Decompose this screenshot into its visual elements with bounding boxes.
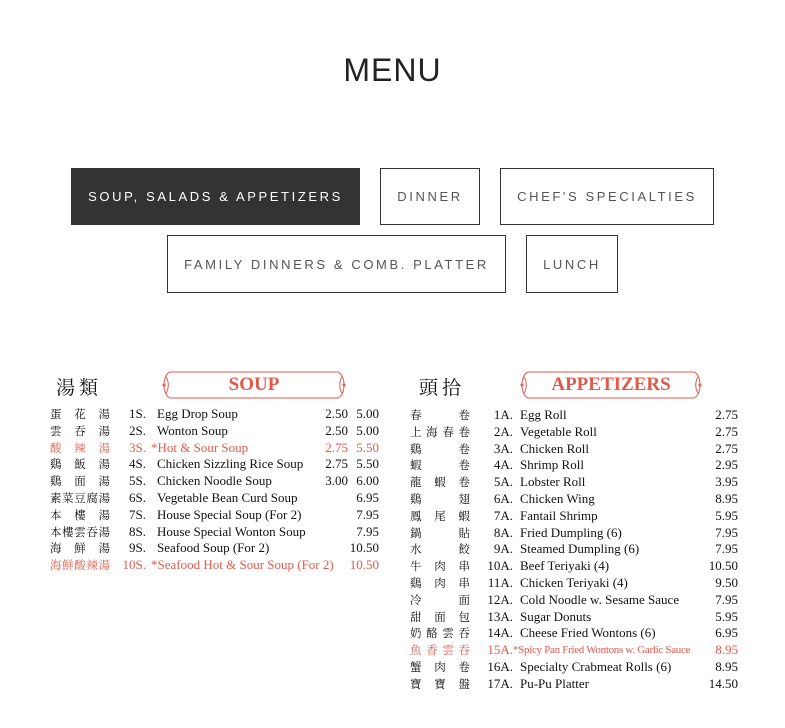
item-number: 16A. bbox=[487, 658, 513, 674]
item-price-large: 7.95 bbox=[356, 506, 379, 522]
menu-item-row bbox=[408, 676, 740, 693]
tab-label: FAMILY DINNERS & COMB. PLATTER bbox=[184, 256, 489, 272]
chinese-character: 蝦 bbox=[458, 508, 470, 523]
chinese-character: 鳳 bbox=[410, 508, 422, 523]
item-price-large: 5.50 bbox=[356, 456, 379, 472]
chinese-character: 卷 bbox=[458, 458, 470, 473]
appetizers-zh-title: 頭拾 bbox=[419, 377, 466, 399]
chinese-character: 蟹 bbox=[410, 659, 422, 674]
chinese-character: 辣 bbox=[86, 558, 98, 573]
menu-item-row bbox=[408, 558, 740, 575]
menu-item-row bbox=[408, 625, 740, 642]
chinese-character: 鷄 bbox=[410, 491, 422, 506]
item-name: Lobster Roll bbox=[520, 474, 586, 490]
item-name: Beef Teriyaki (4) bbox=[520, 558, 610, 574]
chinese-character: 酸 bbox=[74, 558, 86, 573]
item-chinese-name bbox=[50, 557, 110, 574]
item-price-large: 10.50 bbox=[349, 557, 379, 573]
tab-dinner[interactable] bbox=[380, 168, 480, 225]
item-price: 10.50 bbox=[708, 558, 738, 574]
item-price: 7.95 bbox=[715, 524, 738, 540]
page-title: MENU bbox=[343, 52, 442, 88]
item-number: 4S. bbox=[129, 456, 146, 472]
item-chinese-name bbox=[410, 541, 470, 558]
soup-banner bbox=[160, 369, 348, 401]
chinese-character: 雲 bbox=[442, 626, 454, 641]
menu-item-row bbox=[48, 406, 380, 423]
chinese-character: 樓 bbox=[62, 524, 74, 539]
item-number: 7S. bbox=[129, 506, 146, 522]
item-price-large: 5.00 bbox=[356, 406, 379, 421]
menu-item-row bbox=[408, 525, 740, 542]
chinese-character: 水 bbox=[410, 542, 422, 557]
item-name: Sugar Donuts bbox=[520, 608, 592, 624]
chinese-character: 腐 bbox=[86, 490, 98, 505]
chinese-character: 湯 bbox=[98, 524, 110, 539]
item-number: 13A. bbox=[487, 608, 513, 624]
menu-item-row bbox=[408, 541, 740, 558]
item-number: 3A. bbox=[493, 440, 513, 456]
item-chinese-name bbox=[410, 441, 470, 458]
chinese-character: 鷄 bbox=[410, 441, 422, 456]
item-chinese-name bbox=[50, 540, 110, 557]
item-price-large: 10.50 bbox=[349, 540, 379, 556]
chinese-character: 雲 bbox=[50, 423, 62, 438]
chinese-character: 卷 bbox=[458, 408, 470, 422]
chinese-character: 串 bbox=[458, 575, 470, 590]
item-name: Cold Noodle w. Sesame Sauce bbox=[520, 591, 680, 607]
chinese-character: 龍 bbox=[410, 475, 422, 490]
item-chinese-name bbox=[410, 609, 470, 626]
item-name: House Special Wonton Soup bbox=[157, 523, 306, 539]
item-chinese-name bbox=[50, 507, 110, 524]
item-price-large: 6.00 bbox=[356, 473, 379, 489]
chinese-character: 湯 bbox=[98, 474, 110, 489]
item-chinese-name bbox=[410, 592, 470, 609]
item-number: 7A. bbox=[493, 507, 513, 523]
chinese-character: 翅 bbox=[458, 491, 470, 506]
chinese-character: 卷 bbox=[458, 659, 470, 674]
tab-label: SOUP, SALADS & APPETIZERS bbox=[88, 189, 343, 204]
chinese-character: 上 bbox=[410, 424, 422, 439]
chinese-character: 尾 bbox=[434, 508, 446, 523]
item-number: 15A. bbox=[487, 642, 513, 658]
item-price-small: 3.00 bbox=[325, 473, 348, 489]
item-number: 9A. bbox=[493, 541, 513, 557]
chinese-character: 海 bbox=[50, 558, 62, 573]
chinese-character: 卷 bbox=[458, 441, 470, 456]
chinese-character: 本 bbox=[50, 507, 62, 522]
item-chinese-name bbox=[410, 491, 470, 508]
tab-soup-salads-appetizers[interactable] bbox=[71, 168, 360, 225]
chinese-character: 鷄 bbox=[410, 575, 422, 590]
appetizers-header bbox=[408, 369, 738, 403]
chinese-character: 蝦 bbox=[434, 475, 446, 490]
item-number: 8S. bbox=[129, 523, 146, 539]
item-price: 5.95 bbox=[715, 507, 738, 523]
menu-item-row bbox=[48, 473, 380, 490]
item-chinese-name bbox=[410, 407, 470, 424]
item-number: 5S. bbox=[129, 473, 146, 489]
chinese-character: 春 bbox=[442, 424, 454, 439]
appetizers-title: APPETIZERS bbox=[551, 374, 671, 395]
chinese-character: 甜 bbox=[410, 609, 422, 624]
tab-label: DINNER bbox=[397, 189, 463, 204]
item-chinese-name bbox=[410, 558, 470, 575]
item-chinese-name bbox=[50, 406, 110, 423]
item-price: 6.95 bbox=[715, 625, 738, 641]
item-price-large: 7.95 bbox=[356, 523, 379, 539]
chinese-character: 面 bbox=[74, 474, 86, 489]
item-name: *Hot & Sour Soup bbox=[151, 439, 249, 455]
item-name: Steamed Dumpling (6) bbox=[520, 541, 640, 557]
menu-item-row bbox=[408, 609, 740, 626]
item-price-large: 5.50 bbox=[356, 439, 379, 455]
item-name: Seafood Soup (For 2) bbox=[157, 540, 270, 556]
item-number: 3S. bbox=[129, 439, 146, 455]
chinese-character: 本 bbox=[50, 524, 62, 539]
item-name: Chicken Wing bbox=[520, 490, 595, 506]
item-price: 2.95 bbox=[715, 457, 738, 473]
menu-item-row bbox=[408, 575, 740, 592]
chinese-character: 雲 bbox=[442, 643, 454, 658]
item-name: Shrimp Roll bbox=[520, 457, 584, 473]
item-chinese-name bbox=[410, 424, 470, 441]
item-chinese-name bbox=[410, 659, 470, 676]
item-chinese-name bbox=[410, 525, 470, 542]
chinese-character: 寶 bbox=[434, 676, 446, 691]
item-chinese-name bbox=[50, 423, 110, 440]
menu-item-row bbox=[48, 490, 380, 507]
soup-zh-title: 湯類 bbox=[56, 377, 103, 399]
item-chinese-name bbox=[410, 575, 470, 592]
chinese-character: 寶 bbox=[410, 676, 422, 691]
item-price: 2.75 bbox=[715, 407, 738, 422]
menu-item-row bbox=[408, 457, 740, 474]
soup-title: SOUP bbox=[228, 374, 280, 395]
menu-item-row bbox=[48, 507, 380, 524]
item-price: 14.50 bbox=[708, 675, 738, 691]
chinese-character: 湯 bbox=[98, 558, 110, 573]
chinese-character: 面 bbox=[458, 592, 470, 607]
item-price: 3.95 bbox=[715, 474, 738, 490]
chinese-character: 鮮 bbox=[62, 558, 74, 573]
item-price: 7.95 bbox=[715, 541, 738, 557]
appetizers-list bbox=[408, 407, 740, 693]
menu-item-row bbox=[48, 524, 380, 541]
item-number: 6S. bbox=[129, 489, 146, 505]
chinese-character: 貼 bbox=[458, 525, 470, 540]
item-name: Chicken Teriyaki (4) bbox=[520, 574, 628, 590]
menu-item-row bbox=[48, 540, 380, 557]
item-number: 11A. bbox=[487, 574, 513, 590]
chinese-character: 素 bbox=[50, 490, 62, 505]
item-chinese-name bbox=[410, 457, 470, 474]
item-price-large: 5.00 bbox=[356, 422, 379, 438]
menu-item-row bbox=[408, 407, 740, 424]
menu-item-row bbox=[408, 659, 740, 676]
item-chinese-name bbox=[410, 508, 470, 525]
chinese-character: 卷 bbox=[458, 475, 470, 490]
chinese-character: 湯 bbox=[98, 541, 110, 556]
item-number: 17A. bbox=[487, 675, 513, 691]
item-price-small: 2.75 bbox=[325, 439, 348, 455]
item-name: Fried Dumpling (6) bbox=[520, 524, 622, 540]
chinese-character: 吞 bbox=[86, 524, 98, 539]
item-price: 8.95 bbox=[715, 658, 738, 674]
appetizers-banner bbox=[518, 369, 704, 401]
chinese-character: 湯 bbox=[98, 423, 110, 438]
item-chinese-name bbox=[50, 440, 110, 457]
chinese-character: 春 bbox=[410, 408, 422, 422]
chinese-character: 湯 bbox=[98, 407, 110, 421]
item-name: Specialty Crabmeat Rolls (6) bbox=[520, 658, 672, 674]
chinese-character: 雲 bbox=[74, 524, 86, 539]
chinese-character: 辣 bbox=[74, 440, 86, 455]
chinese-character: 吞 bbox=[74, 423, 86, 438]
tab-family-dinners[interactable] bbox=[167, 235, 506, 293]
chinese-character: 海 bbox=[426, 424, 438, 439]
item-price-small: 2.50 bbox=[325, 422, 348, 438]
chinese-character: 海 bbox=[50, 541, 62, 556]
tab-lunch[interactable] bbox=[526, 235, 618, 293]
item-name: *Seafood Hot & Sour Soup (For 2) bbox=[151, 557, 334, 573]
chinese-character: 花 bbox=[74, 407, 86, 421]
menu-item-row bbox=[48, 456, 380, 473]
chinese-character: 湯 bbox=[98, 457, 110, 472]
tab-label: CHEF'S SPECIALTIES bbox=[517, 189, 697, 204]
soup-list bbox=[48, 406, 380, 574]
menu-item-row bbox=[408, 424, 740, 441]
item-name: Egg Roll bbox=[520, 407, 567, 422]
chinese-character: 奶 bbox=[410, 626, 422, 641]
chinese-character: 蝦 bbox=[410, 458, 422, 473]
chinese-character: 酪 bbox=[426, 626, 438, 641]
menu-item-row bbox=[408, 491, 740, 508]
item-name: Vegetable Bean Curd Soup bbox=[157, 489, 298, 505]
chinese-character: 湯 bbox=[98, 507, 110, 522]
menu-item-row bbox=[408, 592, 740, 609]
chinese-character: 冷 bbox=[410, 592, 422, 607]
item-price-large: 6.95 bbox=[356, 489, 379, 505]
item-number: 8A. bbox=[493, 524, 513, 540]
item-price-small: 2.75 bbox=[325, 456, 348, 472]
item-name: Chicken Roll bbox=[520, 440, 589, 456]
chinese-character: 酸 bbox=[50, 440, 62, 455]
chinese-character: 盤 bbox=[458, 676, 470, 691]
menu-item-row bbox=[408, 441, 740, 458]
item-price: 2.75 bbox=[715, 423, 738, 439]
chinese-character: 鍋 bbox=[410, 525, 422, 540]
item-number: 10S. bbox=[122, 557, 146, 573]
item-number: 6A. bbox=[493, 490, 513, 506]
item-chinese-name bbox=[50, 473, 110, 490]
chinese-character: 吞 bbox=[458, 643, 470, 658]
item-number: 14A. bbox=[487, 625, 513, 641]
chinese-character: 湯 bbox=[98, 440, 110, 455]
chinese-character: 飯 bbox=[74, 457, 86, 472]
item-number: 9S. bbox=[129, 540, 146, 556]
item-number: 2S. bbox=[129, 422, 146, 438]
item-chinese-name bbox=[50, 456, 110, 473]
item-number: 2A. bbox=[493, 423, 513, 439]
menu-item-row bbox=[408, 508, 740, 525]
menu-item-row bbox=[48, 423, 380, 440]
chinese-character: 魚 bbox=[410, 643, 422, 658]
chinese-character: 肉 bbox=[434, 559, 446, 574]
item-name: Wonton Soup bbox=[157, 422, 228, 438]
menu-item-row bbox=[408, 642, 740, 659]
item-number: 12A. bbox=[487, 591, 513, 607]
chinese-character: 吞 bbox=[458, 626, 470, 641]
item-price: 2.75 bbox=[715, 440, 738, 456]
item-number: 4A. bbox=[493, 457, 513, 473]
chinese-character: 肉 bbox=[434, 575, 446, 590]
item-number: 5A. bbox=[493, 474, 513, 490]
item-number: 1S. bbox=[129, 406, 146, 421]
chinese-character: 鷄 bbox=[50, 474, 62, 489]
chinese-character: 面 bbox=[434, 609, 446, 624]
item-name: Vegetable Roll bbox=[520, 423, 597, 439]
item-chinese-name bbox=[410, 625, 470, 642]
chinese-character: 樓 bbox=[74, 507, 86, 522]
item-name: *Spicy Pan Fried Wontons w. Garlic Sauce bbox=[513, 644, 691, 657]
item-number: 1A. bbox=[493, 407, 513, 422]
item-name: Chicken Noodle Soup bbox=[157, 473, 272, 489]
item-price: 8.95 bbox=[715, 642, 738, 658]
item-chinese-name bbox=[410, 642, 470, 659]
soup-header bbox=[48, 369, 378, 403]
menu-item-row bbox=[408, 474, 740, 491]
chinese-character: 菜 bbox=[62, 490, 74, 505]
chinese-character: 蛋 bbox=[50, 407, 62, 421]
menu-item-row bbox=[48, 440, 380, 457]
chinese-character: 鷄 bbox=[50, 457, 62, 472]
menu-item-row bbox=[48, 557, 380, 574]
chinese-character: 鮮 bbox=[74, 541, 86, 556]
item-chinese-name bbox=[410, 676, 470, 693]
chinese-character: 湯 bbox=[98, 490, 110, 505]
tab-label: LUNCH bbox=[543, 256, 601, 272]
chinese-character: 肉 bbox=[434, 659, 446, 674]
item-name: Chicken Sizzling Rice Soup bbox=[157, 456, 304, 472]
item-name: Fantail Shrimp bbox=[520, 507, 598, 523]
item-chinese-name bbox=[50, 524, 110, 541]
item-price: 5.95 bbox=[715, 608, 738, 624]
tab-chefs-specialties[interactable] bbox=[500, 168, 714, 225]
chinese-character: 串 bbox=[458, 559, 470, 574]
chinese-character: 包 bbox=[458, 609, 470, 624]
chinese-character: 香 bbox=[426, 643, 438, 658]
item-name: Egg Drop Soup bbox=[157, 406, 238, 421]
item-name: House Special Soup (For 2) bbox=[157, 506, 302, 522]
chinese-character: 牛 bbox=[410, 559, 422, 574]
chinese-character: 豆 bbox=[74, 490, 86, 505]
item-price: 9.50 bbox=[715, 574, 738, 590]
chinese-character: 餃 bbox=[458, 542, 470, 557]
item-price: 8.95 bbox=[715, 490, 738, 506]
item-number: 10A. bbox=[487, 558, 513, 574]
item-price-small: 2.50 bbox=[325, 406, 348, 421]
item-name: Cheese Fried Wontons (6) bbox=[520, 625, 656, 641]
item-chinese-name bbox=[410, 474, 470, 491]
chinese-character: 卷 bbox=[458, 424, 470, 439]
item-price: 7.95 bbox=[715, 591, 738, 607]
item-name: Pu-Pu Platter bbox=[520, 675, 589, 691]
item-chinese-name bbox=[50, 490, 110, 507]
